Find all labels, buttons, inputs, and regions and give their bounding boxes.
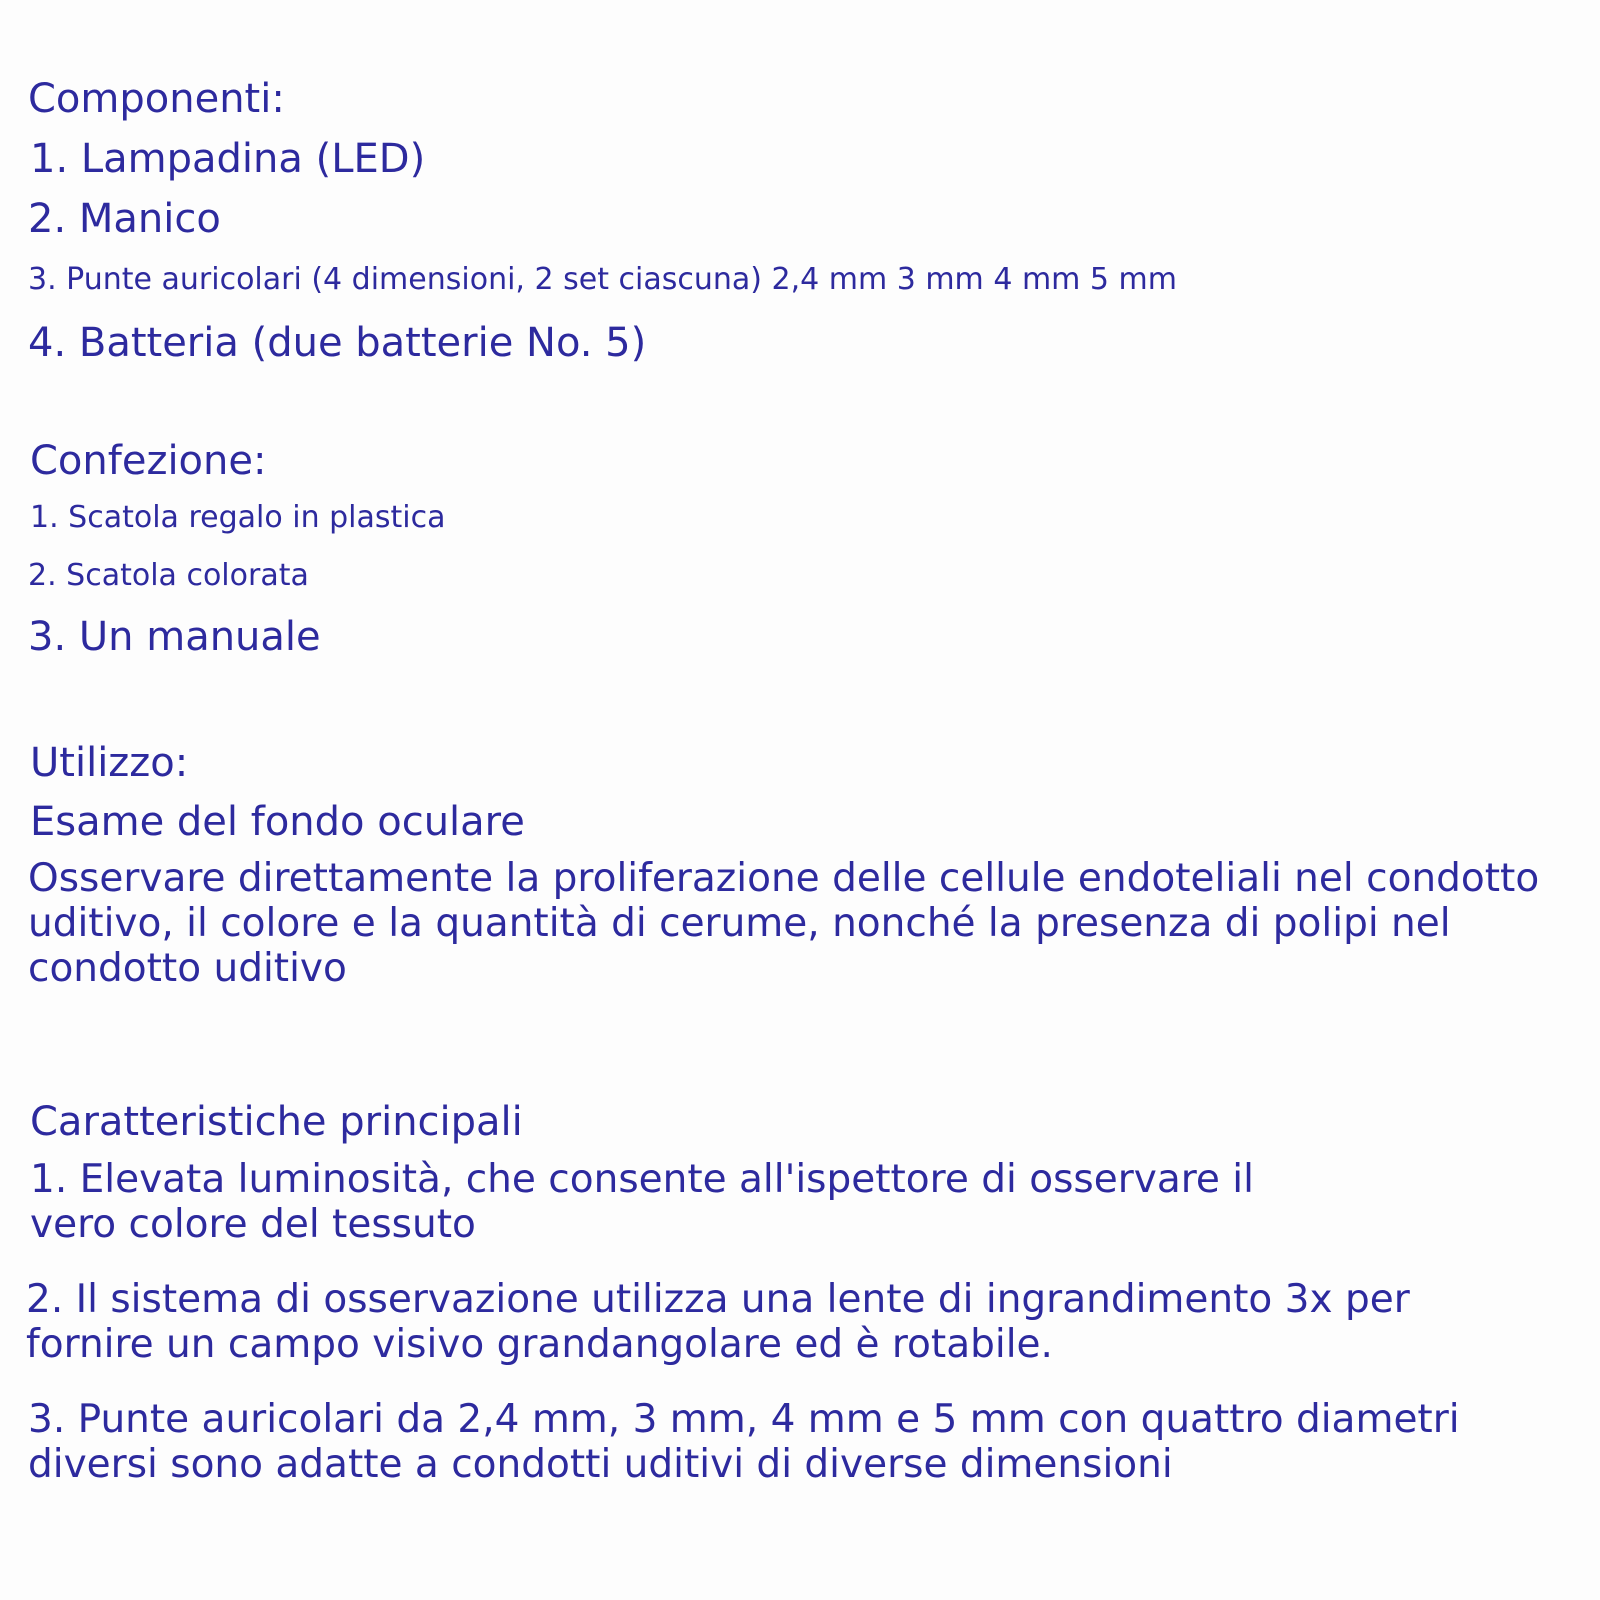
feature-item-magnifier: 2. Il sistema di osservazione utilizza una lente di ingrandimento 3x per fornire un campo visivo grandangolare ed è rotabile.: [26, 1277, 1410, 1367]
component-item-handle: 2. Manico: [28, 196, 221, 242]
components-heading: Componenti:: [28, 76, 285, 122]
usage-heading: Utilizzo:: [30, 740, 189, 786]
usage-description: Osservare direttamente la proliferazione delle cellule endoteliali nel condotto uditivo, il colore e la quantità di cerume, nonché la presenza di polipi nel condotto uditivo: [28, 856, 1540, 991]
packaging-heading: Confezione:: [30, 438, 267, 484]
feature-item-brightness: 1. Elevata luminosità, che consente all'ispettore di osservare il vero colore del tessuto: [30, 1157, 1254, 1247]
component-item-led-bulb: 1. Lampadina (LED): [30, 136, 426, 182]
component-item-battery: 4. Batteria (due batterie No. 5): [28, 320, 647, 366]
packaging-item-gift-box: 1. Scatola regalo in plastica: [30, 500, 446, 535]
packaging-item-color-box: 2. Scatola colorata: [28, 558, 309, 593]
usage-subheading: Esame del fondo oculare: [30, 799, 525, 845]
features-heading: Caratteristiche principali: [30, 1099, 523, 1145]
feature-item-ear-tips: 3. Punte auricolari da 2,4 mm, 3 mm, 4 mm e 5 mm con quattro diametri diversi sono adatte a condotti uditivi di diverse dimensioni: [28, 1397, 1460, 1487]
packaging-item-manual: 3. Un manuale: [28, 614, 321, 660]
component-item-ear-tips: 3. Punte auricolari (4 dimensioni, 2 set ciascuna) 2,4 mm 3 mm 4 mm 5 mm: [28, 262, 1177, 297]
